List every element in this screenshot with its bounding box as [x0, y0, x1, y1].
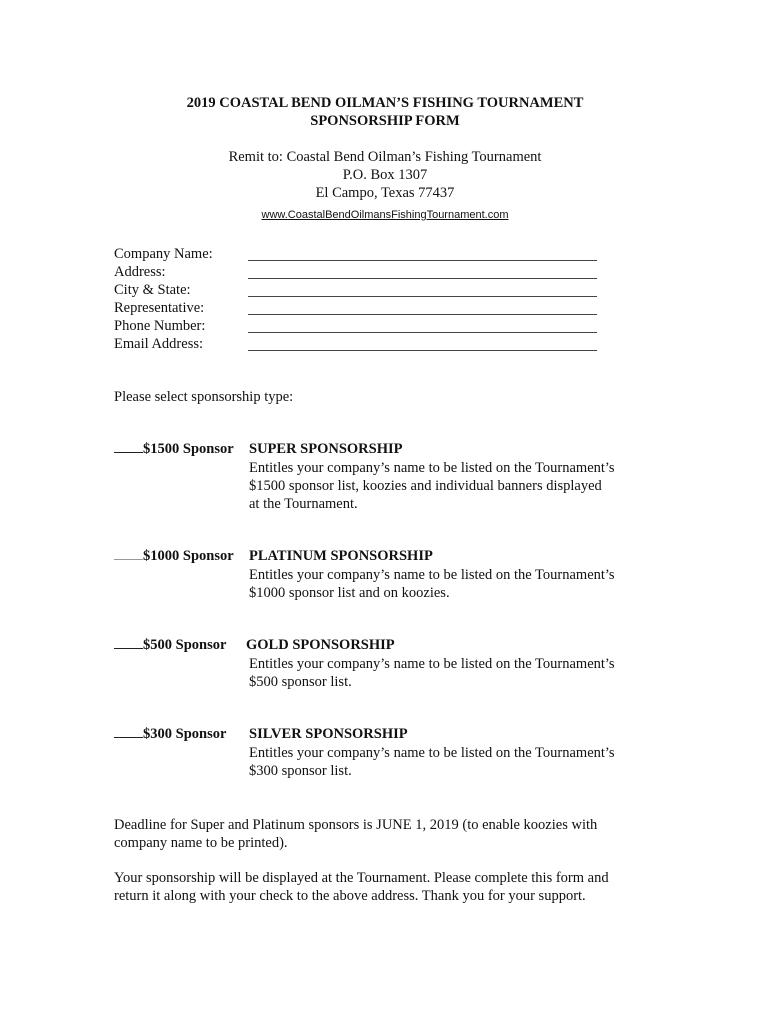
option-super-name: SUPER SPONSORSHIP — [249, 441, 403, 457]
deadline-line: company name to be printed). — [114, 835, 288, 851]
closing-paragraph — [114, 869, 654, 905]
desc-line: $300 sponsor list. — [249, 763, 352, 779]
company-name-field[interactable] — [248, 260, 597, 261]
address-label: Address: — [114, 264, 166, 280]
form-title: 2019 COASTAL BEND OILMAN’S FISHING TOURNAMENT — [186, 95, 584, 111]
form-subtitle: SPONSORSHIP FORM — [310, 113, 460, 129]
desc-line: $1500 sponsor list, koozies and individual banners displayed — [249, 478, 602, 494]
option-silver-amount — [114, 726, 226, 743]
option-gold-amount — [114, 637, 226, 654]
option-gold-name: GOLD SPONSORSHIP — [246, 637, 395, 653]
desc-line: $1000 sponsor list and on koozies. — [249, 585, 450, 601]
select-sponsorship-prompt: Please select sponsorship type: — [114, 389, 294, 405]
email-address-label: Email Address: — [114, 336, 204, 352]
option-super-description — [249, 459, 649, 513]
desc-line: at the Tournament. — [249, 496, 358, 512]
deadline-line: Deadline for Super and Platinum sponsors is JUNE 1, 2019 (to enable koozies with — [114, 817, 598, 833]
closing-line: Your sponsorship will be displayed at the Tournament. Please complete this form and — [114, 870, 609, 886]
option-platinum-checkbox-blank[interactable] — [114, 558, 143, 560]
remit-po-box: P.O. Box 1307 — [342, 167, 428, 183]
city-state-field[interactable] — [248, 296, 597, 297]
desc-line: Entitles your company’s name to be listed on the Tournament’s — [249, 745, 615, 761]
phone-number-field[interactable] — [248, 332, 597, 333]
desc-line: Entitles your company’s name to be listed on the Tournament’s — [249, 656, 615, 672]
option-super-amount-label: $1500 Sponsor — [143, 441, 234, 457]
option-platinum-amount — [114, 548, 234, 565]
deadline-paragraph — [114, 816, 654, 852]
option-gold-description — [249, 655, 649, 691]
option-platinum-description — [249, 566, 649, 602]
address-field[interactable] — [248, 278, 597, 279]
option-super-checkbox-blank[interactable] — [114, 451, 143, 453]
website-link[interactable]: www.CoastalBendOilmansFishingTournament.com — [261, 209, 509, 221]
email-address-field[interactable] — [248, 350, 597, 351]
representative-label: Representative: — [114, 300, 205, 316]
phone-number-label: Phone Number: — [114, 318, 206, 334]
desc-line: Entitles your company’s name to be listed on the Tournament’s — [249, 460, 615, 476]
representative-field[interactable] — [248, 314, 597, 315]
option-silver-description — [249, 744, 649, 780]
company-name-label: Company Name: — [114, 246, 213, 262]
option-silver-amount-label: $300 Sponsor — [143, 726, 227, 742]
city-state-label: City & State: — [114, 282, 191, 298]
option-silver-name: SILVER SPONSORSHIP — [249, 726, 408, 742]
desc-line: $500 sponsor list. — [249, 674, 352, 690]
closing-line: return it along with your check to the above address. Thank you for your support. — [114, 888, 586, 904]
desc-line: Entitles your company’s name to be listed on the Tournament’s — [249, 567, 615, 583]
option-gold-checkbox-blank[interactable] — [114, 647, 143, 649]
remit-city-state: El Campo, Texas 77437 — [315, 185, 455, 201]
option-gold-amount-label: $500 Sponsor — [143, 637, 227, 653]
option-platinum-amount-label: $1000 Sponsor — [143, 548, 234, 564]
option-silver-checkbox-blank[interactable] — [114, 736, 143, 738]
option-super-amount — [114, 441, 234, 458]
remit-to-line: Remit to: Coastal Bend Oilman’s Fishing Tournament — [228, 149, 542, 165]
option-platinum-name: PLATINUM SPONSORSHIP — [249, 548, 433, 564]
